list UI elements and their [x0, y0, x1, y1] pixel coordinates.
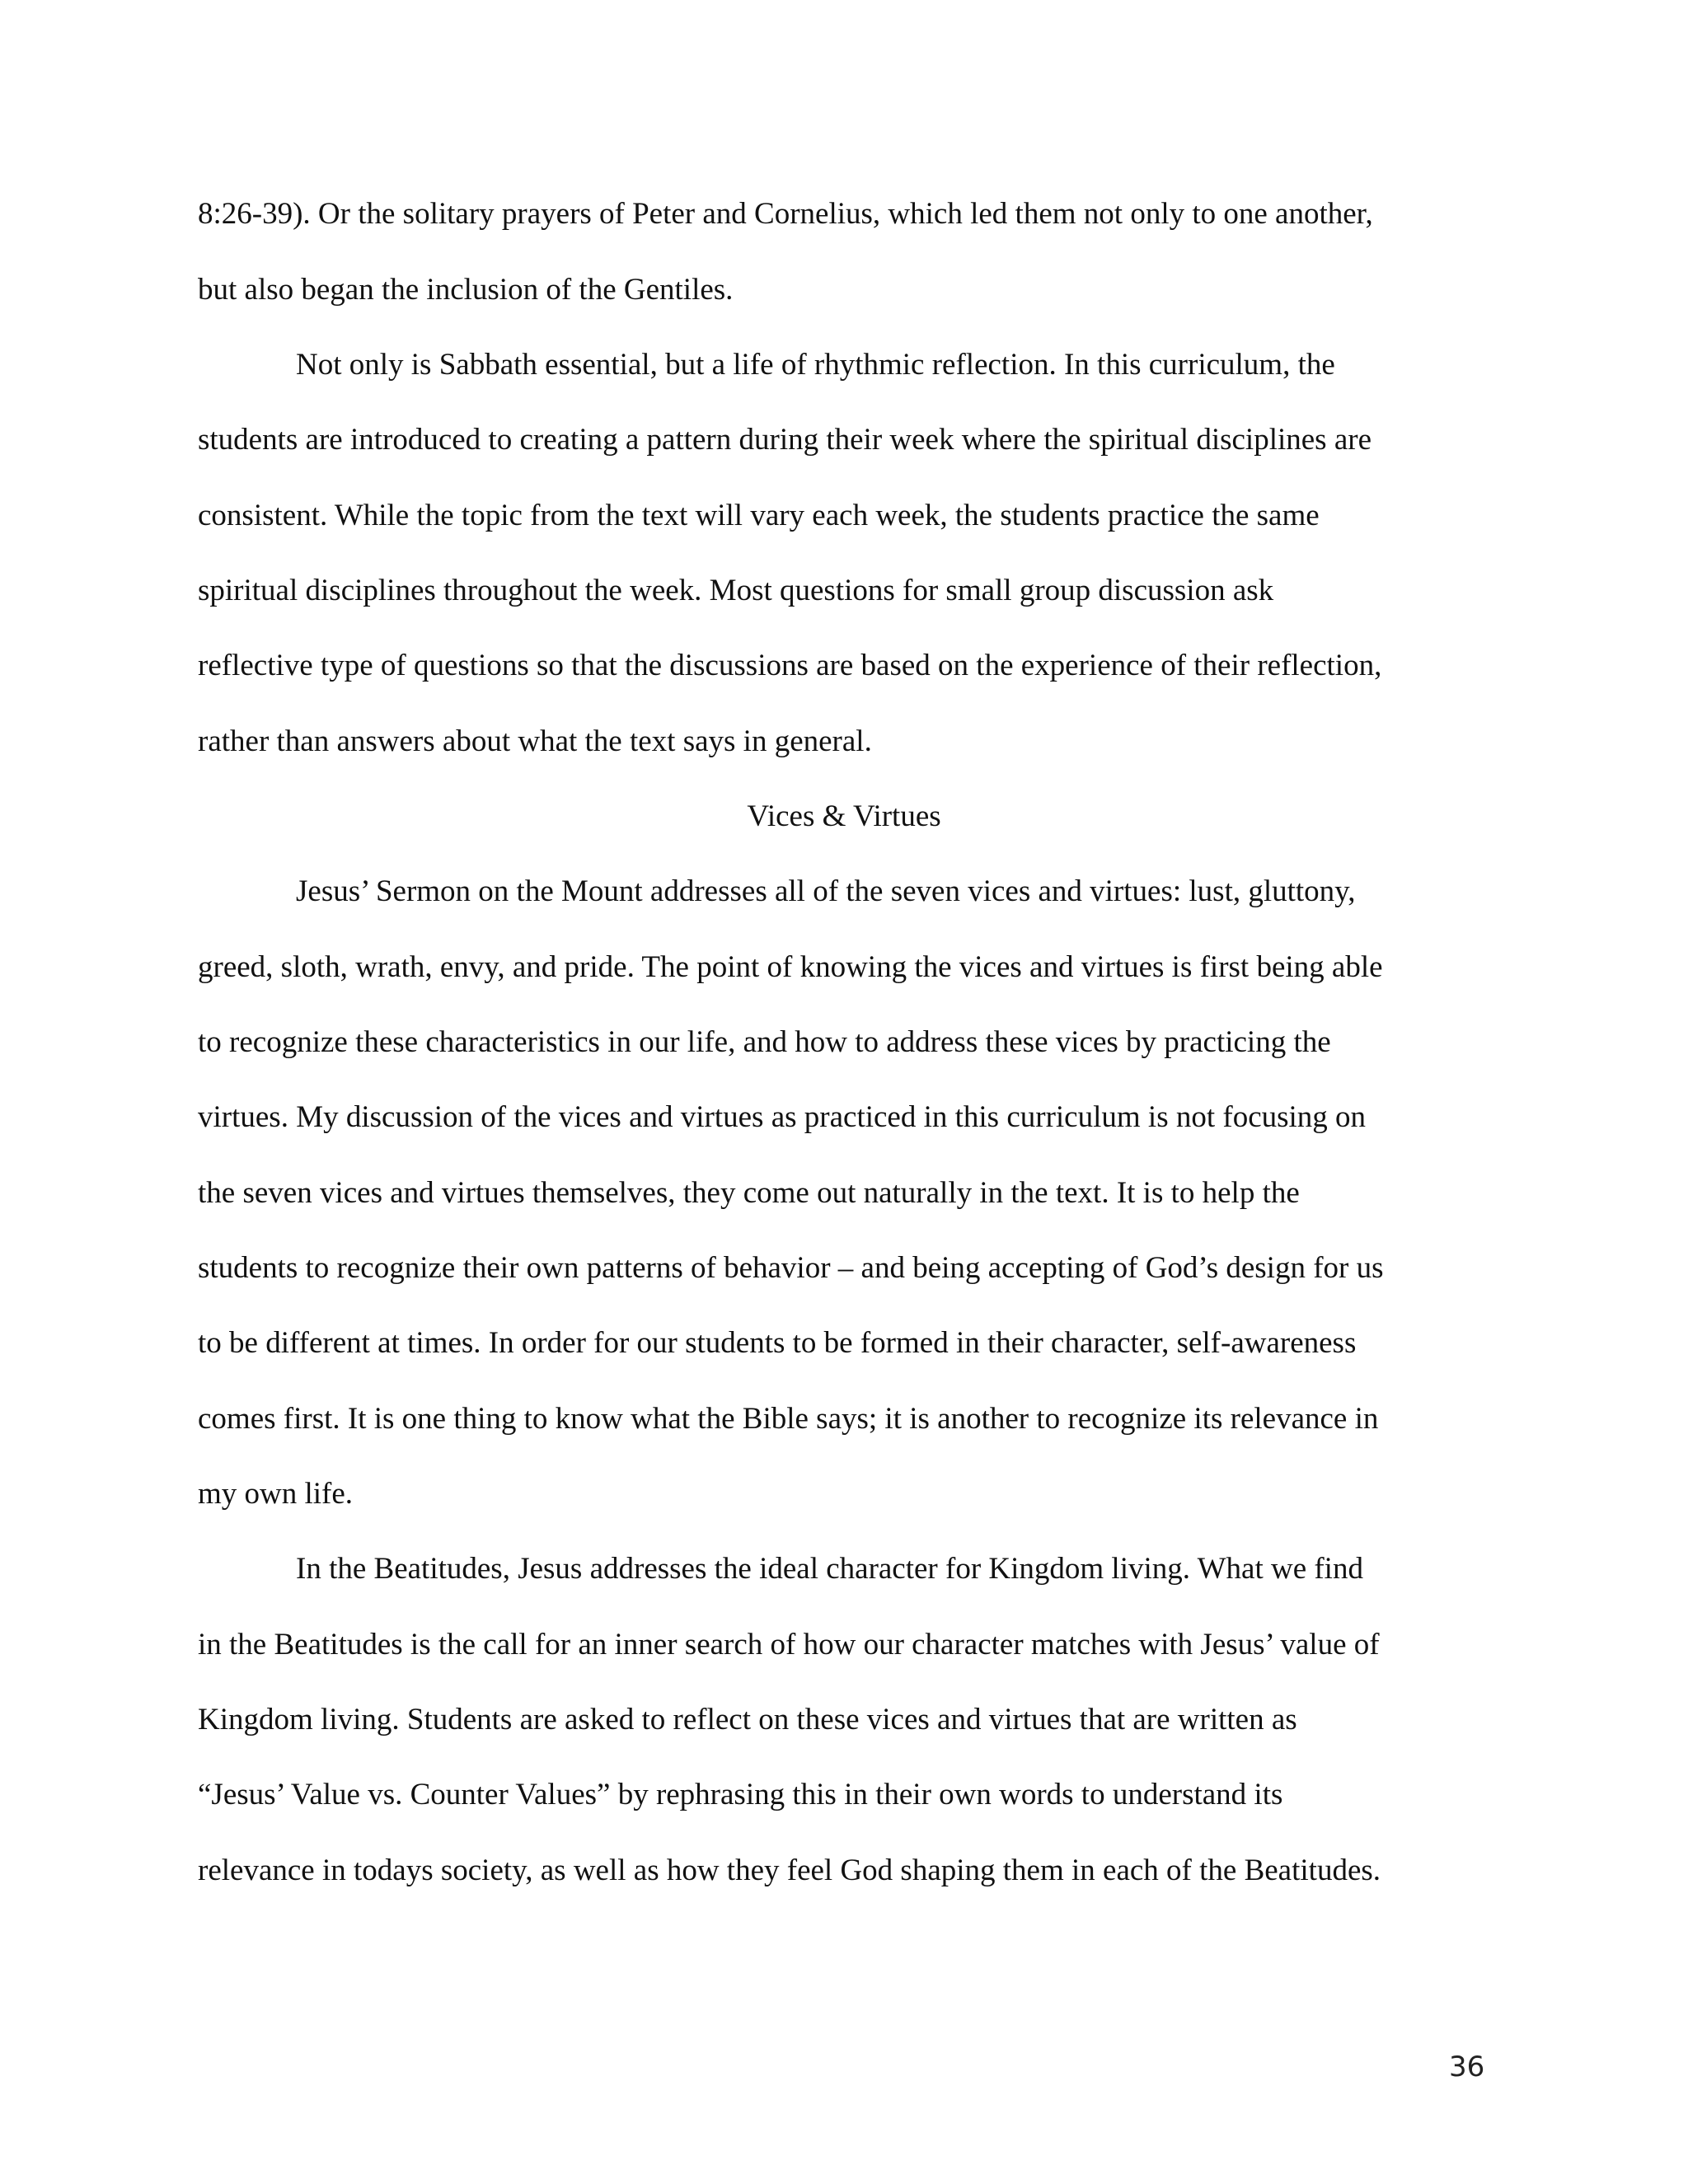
body-text-line: relevance in todays society, as well as how they feel God shaping them in each of the Beatitudes. [198, 1854, 1381, 1887]
body-text-line: reflective type of questions so that the discussions are based on the experience of their reflection, [198, 649, 1382, 682]
body-text-line: greed, sloth, wrath, envy, and pride. The point of knowing the vices and virtues is first being able [198, 950, 1383, 984]
body-text-line: spiritual disciplines throughout the week. Most questions for small group discussion ask [198, 574, 1274, 607]
body-text-line: Kingdom living. Students are asked to reflect on these vices and virtues that are written as [198, 1703, 1297, 1736]
body-text-line: to recognize these characteristics in our life, and how to address these vices by practicing the [198, 1025, 1331, 1059]
body-text-line: but also began the inclusion of the Gentiles. [198, 273, 734, 307]
section-heading: Vices & Virtues [747, 799, 941, 833]
body-text-line: students are introduced to creating a pattern during their week where the spiritual disciplines are [198, 423, 1372, 457]
page-number: 36 [1449, 2050, 1485, 2083]
body-text-line: In the Beatitudes, Jesus addresses the ideal character for Kingdom living. What we find [296, 1552, 1363, 1586]
body-text-line: 8:26-39). Or the solitary prayers of Peter and Cornelius, which led them not only to one another, [198, 197, 1373, 231]
body-text-line: Not only is Sabbath essential, but a life of rhythmic reflection. In this curriculum, the [296, 348, 1335, 382]
body-text-line: to be different at times. In order for our students to be formed in their character, self-awareness [198, 1326, 1357, 1360]
body-text-line: students to recognize their own patterns of behavior – and being accepting of God’s design for us [198, 1251, 1384, 1285]
body-text-line: Jesus’ Sermon on the Mount addresses all of the seven vices and virtues: lust, gluttony, [296, 874, 1356, 908]
body-text-line: rather than answers about what the text says in general. [198, 724, 872, 758]
body-text-line: virtues. My discussion of the vices and virtues as practiced in this curriculum is not focusing on [198, 1100, 1367, 1134]
body-text-line: consistent. While the topic from the text will vary each week, the students practice the same [198, 499, 1320, 532]
body-text-line: in the Beatitudes is the call for an inner search of how our character matches with Jesus’ value of [198, 1628, 1380, 1661]
body-text-line: my own life. [198, 1477, 354, 1511]
body-text-line: the seven vices and virtues themselves, they come out naturally in the text. It is to help the [198, 1176, 1300, 1210]
body-text-line: comes first. It is one thing to know what the Bible says; it is another to recognize its relevance in [198, 1402, 1379, 1436]
body-text-line: “Jesus’ Value vs. Counter Values” by rephrasing this in their own words to understand its [198, 1778, 1283, 1811]
